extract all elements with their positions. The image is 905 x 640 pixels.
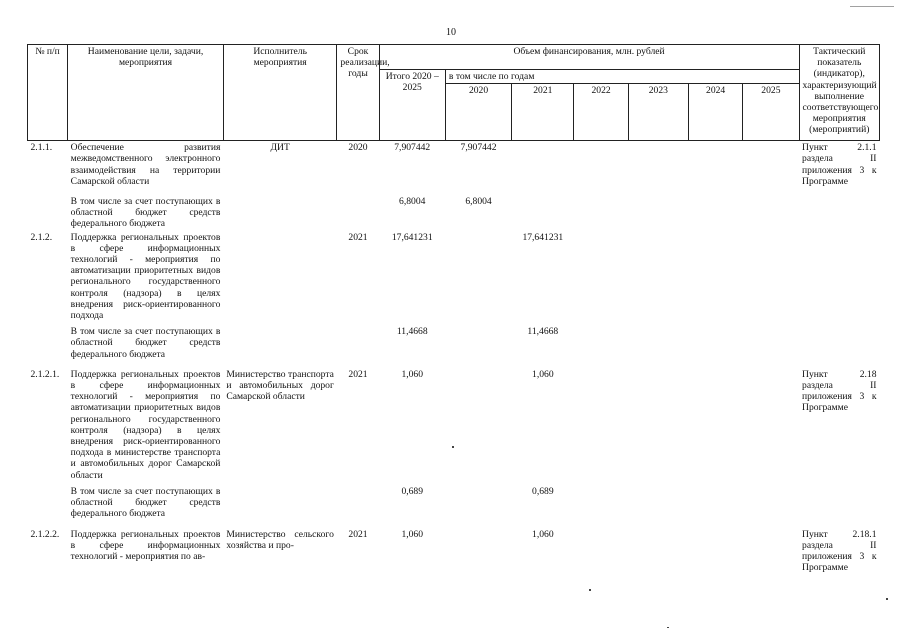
header-num: № п/п (28, 45, 68, 141)
row-total: 11,4668 (396, 326, 428, 338)
row-name: Поддержка региональных проектов в сфере информационных технологий - мероприятия по автоматизации приоритетных видов регионального государственного контроля (надзора) в целях внедрения риск-ориентированного подхода в министерстве транспорта и автомобильных дорог Самарской области (70, 368, 221, 481)
row-indicator: Пункт 2.1.1 раздела II приложения 3 к Программе (802, 142, 877, 187)
header-year-2023: 2023 (628, 84, 688, 141)
row-y2021: 1,060 (532, 528, 554, 540)
row-y2020: 7,907442 (460, 142, 497, 154)
row-y2021: 11,4668 (527, 326, 559, 338)
table-row (28, 188, 880, 231)
row-total: 1,060 (401, 368, 424, 380)
header-total: Итого 2020 – 2025 (379, 70, 445, 141)
row-total: 0,689 (401, 485, 424, 497)
header-funding: Объем финансирования, млн. рублей (379, 45, 799, 70)
row-name: В том числе за счет поступающих в областной бюджет средств федерального бюджета (70, 326, 221, 360)
header-year-2021: 2021 (512, 84, 574, 141)
row-total: 17,641231 (391, 231, 433, 243)
row-name: Поддержка региональных проектов в сфере информационных технологий - мероприятия по автоматизации приоритетных видов регионального государственного контроля (надзора) в целях внедрения риск-ориентированного подхода (70, 231, 221, 322)
row-term: 2021 (348, 231, 368, 243)
header-name: Наименование цели, задачи, мероприятия (68, 45, 224, 141)
scan-artifact (850, 6, 894, 7)
scan-artifact (886, 598, 888, 600)
table-row (28, 361, 880, 482)
row-y2021: 17,641231 (522, 231, 564, 243)
header-term: Срок реализации, годы (337, 45, 379, 141)
row-indicator: Пункт 2.18.1 раздела II приложения 3 к Программе (802, 528, 877, 574)
row-name: В том числе за счет поступающих в областной бюджет средств федерального бюджета (70, 196, 221, 230)
header-year-2020: 2020 (445, 84, 511, 141)
header-indicator: Тактический показатель (индикатор), характеризующий выполнение соответствующего мероприятия (мероприятий) (799, 45, 879, 141)
row-total: 1,060 (401, 528, 424, 540)
row-name: В том числе за счет поступающих в областной бюджет средств федерального бюджета (70, 485, 221, 520)
row-executor: Министерство транспорта и автомобильных дорог Самарской области (226, 368, 334, 403)
header-year-2025: 2025 (743, 84, 799, 141)
row-indicator: Пункт 2.18 раздела II приложения 3 к Программе (802, 368, 877, 414)
financing-table (27, 44, 880, 574)
row-executor: ДИТ (270, 142, 290, 154)
row-executor: Министерство сельского хозяйства и про- (226, 528, 334, 551)
row-num: 2.1.2. (30, 231, 53, 243)
row-y2021 (512, 141, 574, 188)
row-y2020: 6,8004 (465, 196, 492, 208)
table-row (28, 322, 880, 361)
header-year-2022: 2022 (574, 84, 628, 141)
row-term: 2021 (348, 528, 368, 540)
row-term: 2021 (348, 368, 368, 380)
scan-artifact (589, 589, 591, 591)
row-total: 7,907442 (394, 142, 431, 154)
page-number: 10 (446, 27, 456, 38)
row-name: Поддержка региональных проектов в сфере информационных технологий - мероприятия по ав- (70, 528, 221, 562)
row-y2021: 0,689 (532, 485, 554, 497)
row-total: 6,8004 (399, 196, 426, 208)
row-num: 2.1.1. (30, 142, 53, 154)
row-term: 2020 (348, 142, 368, 154)
header-by-years: в том числе по годам (445, 70, 799, 84)
table-row (28, 482, 880, 521)
header-executor: Исполнитель мероприятия (223, 45, 337, 141)
row-num: 2.1.2.1. (30, 368, 60, 380)
table-row (28, 141, 880, 188)
table-row (28, 231, 880, 323)
row-num: 2.1.2.2. (30, 528, 60, 540)
row-y2021: 1,060 (532, 368, 554, 380)
table-row (28, 521, 880, 575)
row-name: Обеспечение развития межведомственного электронного взаимодействия на территории Самарской области (70, 142, 221, 187)
scan-artifact (452, 446, 454, 448)
header-year-2024: 2024 (688, 84, 742, 141)
scan-artifact (667, 627, 669, 628)
